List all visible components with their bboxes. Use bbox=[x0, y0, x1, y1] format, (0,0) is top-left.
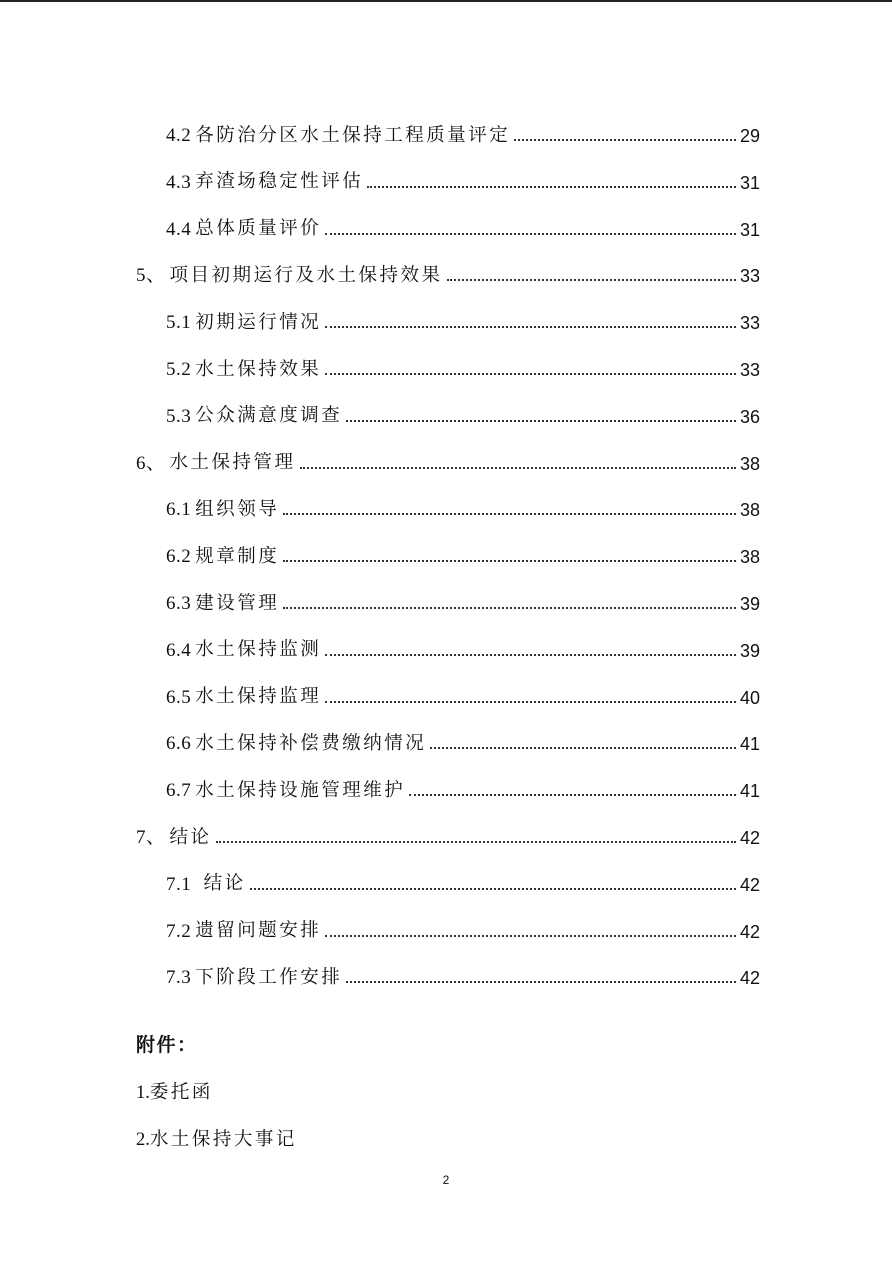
toc-dot-leader bbox=[447, 279, 736, 281]
toc-entry-page: 41 bbox=[739, 781, 760, 802]
toc-entry[interactable] bbox=[136, 257, 760, 285]
toc-entry-page: 33 bbox=[739, 266, 760, 287]
toc-entry-page: 38 bbox=[739, 500, 760, 521]
toc-dot-leader bbox=[409, 794, 736, 796]
toc-entry[interactable] bbox=[166, 538, 760, 566]
toc-entry-page: 33 bbox=[739, 360, 760, 380]
toc-entry-title: 结论 bbox=[195, 873, 246, 895]
toc-entry-number: 6.5 bbox=[166, 686, 192, 708]
toc-dot-leader bbox=[430, 747, 736, 749]
toc-entry-page: 42 bbox=[739, 968, 760, 989]
toc-entry-title: 水土保持效果 bbox=[195, 358, 322, 380]
page-number: 2 bbox=[442, 1173, 450, 1187]
toc-entry-number: 6.7 bbox=[166, 780, 192, 802]
toc-dot-leader bbox=[300, 467, 736, 469]
toc-entry-title: 公众满意度调查 bbox=[195, 405, 343, 427]
attachment-number: 2. bbox=[136, 1130, 150, 1150]
toc-entry-title: 水土保持监测 bbox=[195, 639, 322, 661]
toc-entry[interactable] bbox=[166, 304, 760, 332]
toc-entry[interactable] bbox=[136, 819, 760, 847]
toc-dot-leader bbox=[514, 139, 736, 141]
toc-entry-title: 建设管理 bbox=[195, 592, 280, 614]
toc-entry-title: 水土保持补偿费缴纳情况 bbox=[195, 732, 427, 754]
toc-dot-leader bbox=[325, 654, 736, 656]
toc-entry-number: 7、 bbox=[136, 827, 166, 848]
toc-entry[interactable] bbox=[166, 679, 760, 707]
toc-entry-title: 各防治分区水土保持工程质量评定 bbox=[195, 124, 511, 146]
toc-entry-number: 7.1 bbox=[166, 873, 192, 895]
toc-entry[interactable] bbox=[166, 211, 760, 239]
toc-entry[interactable] bbox=[136, 445, 760, 473]
toc-entry[interactable] bbox=[166, 772, 760, 800]
toc-entry-number: 5.1 bbox=[166, 312, 192, 334]
toc-entry-title: 水土保持设施管理维护 bbox=[195, 779, 406, 801]
toc-dot-leader bbox=[325, 935, 736, 937]
toc-dot-leader bbox=[325, 233, 736, 235]
toc-entry[interactable] bbox=[166, 117, 760, 145]
toc-entry-number: 6.6 bbox=[166, 733, 192, 755]
toc-entry-number: 6.2 bbox=[166, 546, 192, 568]
toc-entry-title: 组织领导 bbox=[195, 498, 280, 520]
toc-entry-title: 下阶段工作安排 bbox=[195, 966, 343, 988]
toc-entry-page: 38 bbox=[739, 453, 760, 474]
top-border-rule bbox=[0, 0, 892, 2]
toc-entry[interactable] bbox=[166, 491, 760, 519]
toc-dot-leader bbox=[283, 513, 736, 515]
toc-dot-leader bbox=[325, 701, 736, 703]
toc-entry-title: 初期运行情况 bbox=[195, 311, 322, 333]
toc-entry-title: 项目初期运行及水土保持效果 bbox=[169, 264, 443, 286]
toc-entry[interactable] bbox=[166, 866, 760, 894]
toc-entry-page: 36 bbox=[739, 406, 760, 427]
toc-entry[interactable] bbox=[166, 164, 760, 192]
toc-entry-number: 6.4 bbox=[166, 639, 192, 661]
toc-entry-page: 42 bbox=[739, 828, 760, 848]
toc-dot-leader bbox=[367, 186, 736, 188]
toc-entry-number: 7.2 bbox=[166, 920, 192, 942]
toc-dot-leader bbox=[325, 373, 736, 375]
attachment-item bbox=[136, 1125, 297, 1151]
toc-entry-page: 39 bbox=[739, 594, 760, 614]
toc-entry[interactable] bbox=[166, 913, 760, 941]
toc-entry-page: 42 bbox=[739, 921, 760, 942]
toc-dot-leader bbox=[216, 841, 736, 843]
toc-entry-number: 6、 bbox=[136, 452, 166, 474]
toc-entry-page: 42 bbox=[739, 874, 760, 895]
toc-entry-page: 41 bbox=[739, 734, 760, 755]
toc-dot-leader bbox=[250, 888, 736, 890]
toc-entry-number: 4.4 bbox=[166, 218, 192, 240]
toc-entry-number: 5、 bbox=[136, 265, 166, 287]
toc-entry[interactable] bbox=[166, 959, 760, 987]
toc-entry-title: 水土保持监理 bbox=[195, 686, 322, 708]
toc-entry-number: 4.3 bbox=[166, 171, 192, 193]
attachments-heading: 附件： bbox=[136, 1034, 198, 1056]
toc-entry-title: 遗留问题安排 bbox=[195, 920, 322, 942]
toc-entry-number: 5.3 bbox=[166, 405, 192, 427]
toc-entry-title: 水土保持管理 bbox=[169, 452, 296, 474]
toc-entry-number: 6.1 bbox=[166, 499, 192, 521]
toc-dot-leader bbox=[283, 560, 736, 562]
toc-entry-number: 4.2 bbox=[166, 125, 192, 146]
toc-entry[interactable] bbox=[166, 351, 760, 379]
toc-entry[interactable] bbox=[166, 585, 760, 613]
toc-entry-page: 39 bbox=[739, 640, 760, 661]
attachment-number: 1. bbox=[136, 1083, 150, 1103]
toc-dot-leader bbox=[346, 420, 736, 422]
toc-entry-number: 7.3 bbox=[166, 967, 192, 989]
toc-entry-number: 6.3 bbox=[166, 593, 192, 614]
toc-entry-page: 31 bbox=[739, 172, 760, 193]
toc-entry-page: 29 bbox=[739, 126, 760, 146]
toc-entry-page: 38 bbox=[739, 547, 760, 568]
toc-entry[interactable] bbox=[166, 725, 760, 753]
toc-entry-title: 总体质量评价 bbox=[195, 218, 322, 240]
toc-dot-leader bbox=[283, 607, 736, 609]
toc-entry-title: 弃渣场稳定性评估 bbox=[195, 171, 364, 193]
toc-entry-page: 33 bbox=[739, 313, 760, 334]
toc-dot-leader bbox=[346, 981, 736, 983]
toc-entry[interactable] bbox=[166, 398, 760, 426]
attachment-title: 水土保持大事记 bbox=[149, 1129, 297, 1150]
toc-entry-title: 结论 bbox=[169, 826, 212, 848]
toc-dot-leader bbox=[325, 326, 736, 328]
toc-entry-page: 40 bbox=[739, 687, 760, 708]
attachment-item bbox=[136, 1078, 213, 1104]
toc-entry-page: 31 bbox=[739, 219, 760, 240]
toc-entry-number: 5.2 bbox=[166, 359, 192, 380]
toc-entry[interactable] bbox=[166, 632, 760, 660]
toc-entry-title: 规章制度 bbox=[195, 545, 280, 567]
attachment-title: 委托函 bbox=[149, 1082, 213, 1103]
